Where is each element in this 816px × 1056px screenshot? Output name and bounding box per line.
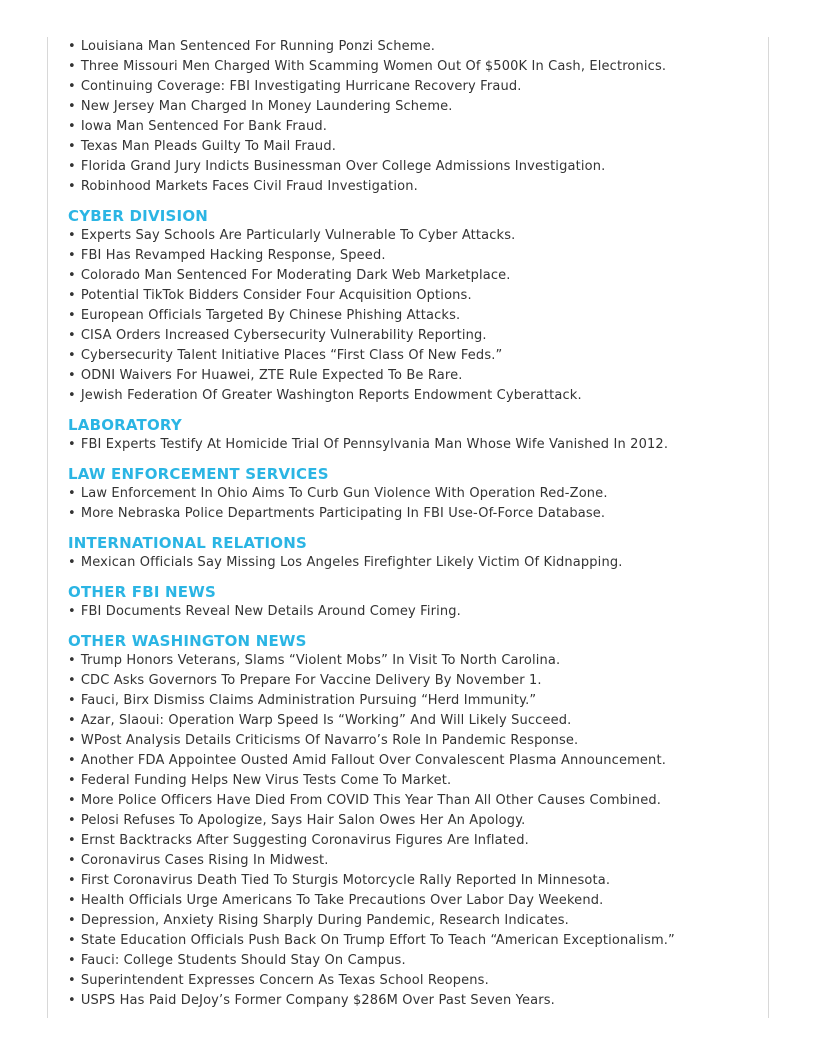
headline-item[interactable]: • Trump Honors Veterans, Slams “Violent Mobs” In Visit To North Carolina. [68, 651, 758, 671]
headline-item[interactable]: • FBI Has Revamped Hacking Response, Speed. [68, 246, 758, 266]
section-heading: CYBER DIVISION [68, 207, 209, 225]
headline-item[interactable]: • Continuing Coverage: FBI Investigating Hurricane Recovery Fraud. [68, 77, 758, 97]
headline-item[interactable]: • Texas Man Pleads Guilty To Mail Fraud. [68, 137, 758, 157]
headline-item[interactable]: • More Police Officers Have Died From COVID This Year Than All Other Causes Combined. [68, 791, 758, 811]
headline-list [68, 651, 758, 1011]
headline-item[interactable]: • FBI Documents Reveal New Details Around Comey Firing. [68, 602, 758, 622]
headline-list [68, 553, 758, 573]
headline-item[interactable]: • Ernst Backtracks After Suggesting Coronavirus Figures Are Inflated. [68, 831, 758, 851]
headline-item[interactable]: • Superintendent Expresses Concern As Texas School Reopens. [68, 971, 758, 991]
headline-list [68, 435, 758, 455]
headline-item[interactable]: • State Education Officials Push Back On Trump Effort To Teach “American Exceptionalism.” [68, 931, 758, 951]
section-heading: OTHER WASHINGTON NEWS [68, 632, 307, 650]
headline-item[interactable]: • Fauci: College Students Should Stay On Campus. [68, 951, 758, 971]
headline-item[interactable]: • ODNI Waivers For Huawei, ZTE Rule Expected To Be Rare. [68, 366, 758, 386]
headline-item[interactable]: • Fauci, Birx Dismiss Claims Administration Pursuing “Herd Immunity.” [68, 691, 758, 711]
headline-item[interactable]: • Potential TikTok Bidders Consider Four Acquisition Options. [68, 286, 758, 306]
section-heading: LABORATORY [68, 416, 182, 434]
headline-item[interactable]: • Three Missouri Men Charged With Scamming Women Out Of $500K In Cash, Electronics. [68, 57, 758, 77]
news-section [68, 533, 758, 573]
headline-item[interactable]: • Law Enforcement In Ohio Aims To Curb Gun Violence With Operation Red-Zone. [68, 484, 758, 504]
news-section [68, 415, 758, 455]
headline-item[interactable]: • Mexican Officials Say Missing Los Angeles Firefighter Likely Victim Of Kidnapping. [68, 553, 758, 573]
headline-item[interactable]: • Louisiana Man Sentenced For Running Ponzi Scheme. [68, 37, 758, 57]
headline-item[interactable]: • Health Officials Urge Americans To Take Precautions Over Labor Day Weekend. [68, 891, 758, 911]
headline-item[interactable]: • European Officials Targeted By Chinese Phishing Attacks. [68, 306, 758, 326]
headline-item[interactable]: • Robinhood Markets Faces Civil Fraud Investigation. [68, 177, 758, 197]
headline-item[interactable]: • CDC Asks Governors To Prepare For Vaccine Delivery By November 1. [68, 671, 758, 691]
headline-list [68, 37, 758, 197]
headline-item[interactable]: • Iowa Man Sentenced For Bank Fraud. [68, 117, 758, 137]
right-border-rule [768, 37, 769, 1018]
news-section [68, 37, 758, 197]
headline-item[interactable]: • Azar, Slaoui: Operation Warp Speed Is “Working” And Will Likely Succeed. [68, 711, 758, 731]
headline-item[interactable]: • New Jersey Man Charged In Money Laundering Scheme. [68, 97, 758, 117]
news-content [68, 37, 758, 1011]
headline-item[interactable]: • Depression, Anxiety Rising Sharply During Pandemic, Research Indicates. [68, 911, 758, 931]
headline-item[interactable]: • Experts Say Schools Are Particularly Vulnerable To Cyber Attacks. [68, 226, 758, 246]
headline-item[interactable]: • First Coronavirus Death Tied To Sturgis Motorcycle Rally Reported In Minnesota. [68, 871, 758, 891]
news-section [68, 582, 758, 622]
headline-item[interactable]: • More Nebraska Police Departments Participating In FBI Use-Of-Force Database. [68, 504, 758, 524]
headline-list [68, 226, 758, 406]
left-border-rule [47, 37, 48, 1018]
news-section [68, 206, 758, 406]
headline-item[interactable]: • Florida Grand Jury Indicts Businessman Over College Admissions Investigation. [68, 157, 758, 177]
news-section [68, 464, 758, 524]
headline-item[interactable]: • Colorado Man Sentenced For Moderating Dark Web Marketplace. [68, 266, 758, 286]
section-heading: INTERNATIONAL RELATIONS [68, 534, 307, 552]
headline-list [68, 602, 758, 622]
headline-item[interactable]: • WPost Analysis Details Criticisms Of Navarro’s Role In Pandemic Response. [68, 731, 758, 751]
headline-item[interactable]: • USPS Has Paid DeJoy’s Former Company $286M Over Past Seven Years. [68, 991, 758, 1011]
section-heading: OTHER FBI NEWS [68, 583, 216, 601]
headline-item[interactable]: • Pelosi Refuses To Apologize, Says Hair Salon Owes Her An Apology. [68, 811, 758, 831]
headline-item[interactable]: • Federal Funding Helps New Virus Tests Come To Market. [68, 771, 758, 791]
headline-item[interactable]: • Cybersecurity Talent Initiative Places “First Class Of New Feds.” [68, 346, 758, 366]
headline-item[interactable]: • Coronavirus Cases Rising In Midwest. [68, 851, 758, 871]
headline-item[interactable]: • Jewish Federation Of Greater Washington Reports Endowment Cyberattack. [68, 386, 758, 406]
section-heading: LAW ENFORCEMENT SERVICES [68, 465, 329, 483]
headline-list [68, 484, 758, 524]
headline-item[interactable]: • CISA Orders Increased Cybersecurity Vulnerability Reporting. [68, 326, 758, 346]
headline-item[interactable]: • FBI Experts Testify At Homicide Trial Of Pennsylvania Man Whose Wife Vanished In 2012. [68, 435, 758, 455]
news-section [68, 631, 758, 1011]
headline-item[interactable]: • Another FDA Appointee Ousted Amid Fallout Over Convalescent Plasma Announcement. [68, 751, 758, 771]
